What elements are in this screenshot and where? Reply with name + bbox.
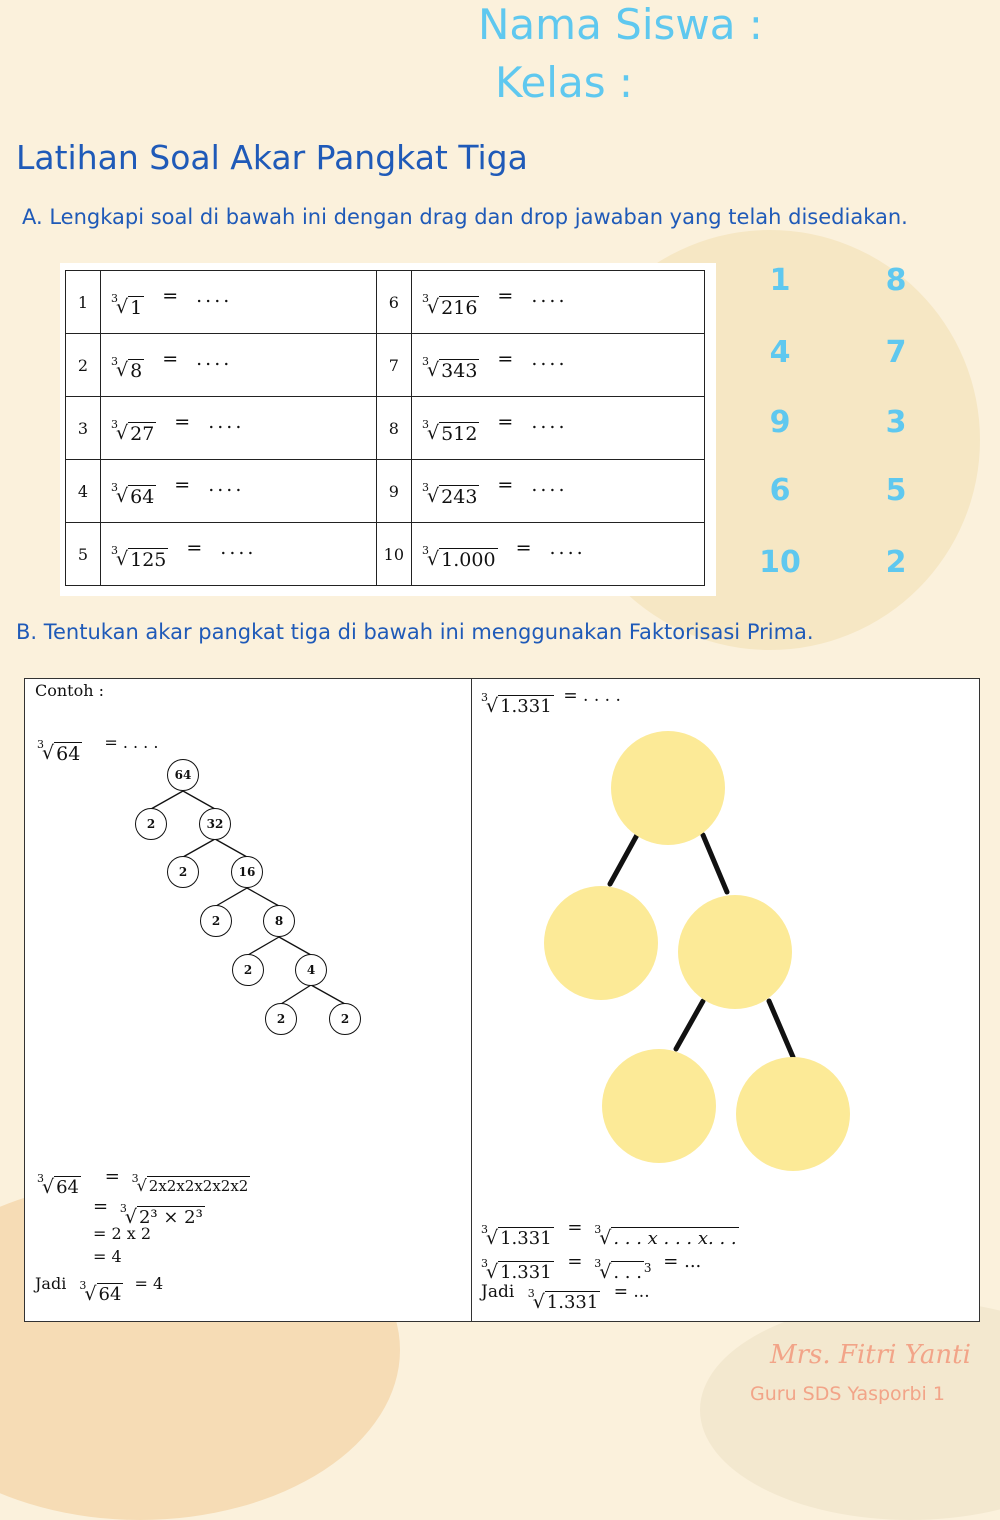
radical-sign: √ bbox=[427, 359, 440, 381]
example-conclusion: Jadi 3 √ 64 = 4 bbox=[35, 1274, 164, 1305]
tree-node: 4 bbox=[295, 954, 327, 986]
example-question: 3 √ 64 = . . . . bbox=[37, 733, 159, 765]
question-number: 4 bbox=[66, 460, 101, 523]
section-b-instruction: B. Tentukan akar pangkat tiga di bawah ini menggunakan Faktorisasi Prima. bbox=[16, 620, 814, 644]
conclusion-rhs: = 4 bbox=[134, 1274, 164, 1293]
root-index: 3 bbox=[594, 1223, 602, 1236]
blank-input[interactable]: = ... bbox=[613, 1282, 650, 1302]
equals-sign: = bbox=[174, 474, 191, 496]
answer-option[interactable]: 9 bbox=[769, 405, 791, 440]
root-index: 3 bbox=[111, 292, 118, 305]
question-number: 8 bbox=[376, 397, 411, 460]
question-row bbox=[66, 523, 705, 586]
radical-sign: √ bbox=[116, 296, 129, 318]
root-index: 3 bbox=[111, 355, 118, 368]
root-index: 3 bbox=[79, 1279, 87, 1292]
equals-sign: = bbox=[162, 348, 179, 370]
page-title: Latihan Soal Akar Pangkat Tiga bbox=[16, 138, 528, 177]
root-index: 3 bbox=[37, 1172, 44, 1185]
question-row bbox=[66, 397, 705, 460]
question-number: 9 bbox=[376, 460, 411, 523]
question-expression bbox=[412, 397, 705, 460]
conclusion-prefix: Jadi bbox=[481, 1282, 515, 1302]
tree-node: 2 bbox=[200, 905, 232, 937]
question-table-container bbox=[60, 263, 716, 596]
answer-drop-zone[interactable]: .... bbox=[549, 537, 586, 559]
teacher-subtitle: Guru SDS Yasporbi 1 bbox=[750, 1383, 945, 1405]
radicand: 64 bbox=[56, 1177, 80, 1198]
tree-node: 16 bbox=[231, 856, 263, 888]
radicand: 8 bbox=[130, 360, 143, 382]
radical-sign: √ bbox=[427, 296, 440, 318]
equals-sign: = bbox=[497, 411, 514, 433]
tree-node: 64 bbox=[167, 759, 199, 791]
root-index: 3 bbox=[481, 1223, 488, 1236]
answer-option[interactable]: 3 bbox=[885, 405, 907, 440]
equals-sign: = bbox=[567, 1251, 583, 1272]
bg-decoration bbox=[700, 1300, 1000, 1520]
tree-node: 2 bbox=[232, 954, 264, 986]
equals-sign: = bbox=[497, 285, 514, 307]
example-step-1: 3 √ 64 = 3 √ 2x2x2x2x2x2 bbox=[37, 1166, 249, 1198]
radicand: 2x2x2x2x2x2 bbox=[148, 1177, 249, 1195]
drop-circle-right[interactable] bbox=[678, 895, 792, 1009]
tree-node: 2 bbox=[135, 808, 167, 840]
question-expression bbox=[412, 523, 705, 586]
radicand: 1.331 bbox=[500, 1228, 552, 1249]
equals-sign: = bbox=[186, 537, 203, 559]
answer-drop-zone[interactable]: .... bbox=[220, 537, 257, 559]
root-index: 3 bbox=[481, 691, 488, 704]
radicand: 1.331 bbox=[500, 1262, 552, 1283]
section-a-instruction: A. Lengkapi soal di bawah ini dengan drag dan drop jawaban yang telah disediakan. bbox=[22, 205, 908, 229]
answer-option[interactable]: 1 bbox=[769, 263, 791, 298]
root-index: 3 bbox=[111, 544, 118, 557]
radicand: 1.331 bbox=[500, 696, 552, 717]
radical-sign: √ bbox=[427, 422, 440, 444]
radicand: 64 bbox=[98, 1284, 122, 1305]
radical-sign: √ bbox=[427, 485, 440, 507]
student-name-label: Nama Siswa : bbox=[478, 0, 763, 49]
answer-drop-zone[interactable]: .... bbox=[208, 411, 245, 433]
radicand: 1.331 bbox=[546, 1292, 599, 1313]
equals-sign: = bbox=[174, 411, 191, 433]
tree-node: 2 bbox=[167, 856, 199, 888]
blank-input[interactable]: . . . x . . . x. . . bbox=[613, 1228, 737, 1249]
root-index: 3 bbox=[111, 481, 118, 494]
question-number: 7 bbox=[376, 334, 411, 397]
root-index: 3 bbox=[594, 1257, 602, 1270]
radicand: 512 bbox=[441, 423, 478, 445]
question-expression bbox=[101, 334, 377, 397]
answer-option[interactable]: 7 bbox=[885, 335, 907, 370]
example-step-3: = 2 x 2 bbox=[93, 1224, 152, 1243]
radicand: 1.000 bbox=[441, 549, 496, 571]
answer-drop-zone[interactable]: .... bbox=[196, 348, 233, 370]
answer-option[interactable]: 5 bbox=[885, 473, 907, 508]
answer-option[interactable]: 6 bbox=[769, 473, 791, 508]
root-index: 3 bbox=[422, 355, 430, 368]
radicand: 64 bbox=[130, 486, 155, 508]
answer-drop-zone[interactable]: .... bbox=[531, 474, 568, 496]
equals-sign: = bbox=[567, 1217, 583, 1238]
root-index: 3 bbox=[422, 418, 430, 431]
answer-option[interactable]: 4 bbox=[769, 335, 791, 370]
root-index: 3 bbox=[37, 738, 44, 751]
root-index: 3 bbox=[422, 544, 430, 557]
question-row bbox=[66, 271, 705, 334]
tree-node: 8 bbox=[263, 905, 295, 937]
drop-circle-left[interactable] bbox=[544, 886, 658, 1000]
exercise-line-2: 3 √ 1.331 = 3 √ . . . $^3$ = ... bbox=[481, 1251, 702, 1283]
question-row bbox=[66, 334, 705, 397]
question-number: 10 bbox=[376, 523, 411, 586]
question-table bbox=[65, 270, 705, 586]
radical-sign: √ bbox=[116, 359, 129, 381]
drop-circle-bottom-right[interactable] bbox=[736, 1057, 850, 1171]
equals-sign: = bbox=[162, 285, 179, 307]
radical-sign: √ bbox=[427, 548, 440, 570]
answer-drop-zone[interactable]: .... bbox=[531, 348, 568, 370]
radical-sign: √ bbox=[116, 422, 129, 444]
answer-option[interactable]: 10 bbox=[759, 545, 801, 580]
question-row bbox=[66, 460, 705, 523]
radicand: 343 bbox=[441, 360, 478, 382]
question-rhs: = . . . . bbox=[104, 733, 159, 752]
tree-node: 2 bbox=[329, 1003, 361, 1035]
radical-sign: √ bbox=[116, 485, 129, 507]
exponent: 3 bbox=[643, 1261, 652, 1275]
tree-node: 2 bbox=[265, 1003, 297, 1035]
radicand: 64 bbox=[56, 743, 81, 765]
root-index: 3 bbox=[111, 418, 118, 431]
question-number: 5 bbox=[66, 523, 101, 586]
radical-sign: √ bbox=[116, 548, 129, 570]
blank-input[interactable]: . . . bbox=[613, 1262, 642, 1283]
example-label: Contoh : bbox=[35, 681, 105, 700]
factorization-panel bbox=[24, 678, 980, 1322]
teacher-signature: Mrs. Fitri Yanti bbox=[770, 1340, 971, 1370]
radicand: 125 bbox=[130, 549, 167, 571]
conclusion-prefix: Jadi bbox=[35, 1274, 67, 1293]
question-expression bbox=[412, 334, 705, 397]
radicand: 243 bbox=[441, 486, 478, 508]
exercise-line-1: 3 √ 1.331 = 3 √ . . . x . . . x. . . bbox=[481, 1217, 737, 1249]
root-index: 3 bbox=[527, 1287, 535, 1300]
class-label: Kelas : bbox=[495, 58, 634, 107]
tree-node: 32 bbox=[199, 808, 231, 840]
blank-input[interactable]: = ... bbox=[663, 1251, 702, 1272]
root-index: 3 bbox=[422, 481, 430, 494]
radicand: 27 bbox=[130, 423, 155, 445]
example-step-4: = 4 bbox=[93, 1247, 122, 1266]
question-expression bbox=[101, 523, 377, 586]
answer-drop-zone[interactable]: .... bbox=[196, 285, 233, 307]
exercise-conclusion: Jadi 3 √ 1.331 = ... bbox=[481, 1282, 650, 1313]
question-number: 2 bbox=[66, 334, 101, 397]
question-expression bbox=[412, 460, 705, 523]
drop-circle-bottom-left[interactable] bbox=[602, 1049, 716, 1163]
answer-option[interactable]: 8 bbox=[885, 263, 907, 298]
equals-sign: = bbox=[93, 1196, 109, 1217]
answer-drop-zone[interactable]: .... bbox=[531, 411, 568, 433]
answer-option[interactable]: 2 bbox=[885, 545, 907, 580]
question-rhs: = . . . . bbox=[563, 686, 621, 706]
example-step-2: = 3 √ 2³ × 2³ bbox=[93, 1196, 203, 1228]
radicand: 2³ × 2³ bbox=[138, 1207, 203, 1228]
question-number: 6 bbox=[376, 271, 411, 334]
radicand: 1 bbox=[130, 297, 143, 319]
question-number: 1 bbox=[66, 271, 101, 334]
equals-sign: = bbox=[104, 1166, 120, 1187]
equals-sign: = bbox=[497, 348, 514, 370]
answer-drop-zone[interactable]: .... bbox=[531, 285, 568, 307]
question-expression bbox=[412, 271, 705, 334]
drop-circle-root[interactable] bbox=[611, 731, 725, 845]
root-index: 3 bbox=[131, 1172, 139, 1185]
root-index: 3 bbox=[422, 292, 430, 305]
question-expression bbox=[101, 271, 377, 334]
equals-sign: = bbox=[515, 537, 532, 559]
question-expression bbox=[101, 460, 377, 523]
question-number: 3 bbox=[66, 397, 101, 460]
equals-sign: = bbox=[497, 474, 514, 496]
answer-drop-zone[interactable]: .... bbox=[208, 474, 245, 496]
question-expression bbox=[101, 397, 377, 460]
exercise-question: 3 √ 1.331 = . . . . bbox=[481, 686, 621, 717]
root-index: 3 bbox=[481, 1257, 488, 1270]
radicand: 216 bbox=[441, 297, 478, 319]
root-index: 3 bbox=[119, 1202, 127, 1215]
